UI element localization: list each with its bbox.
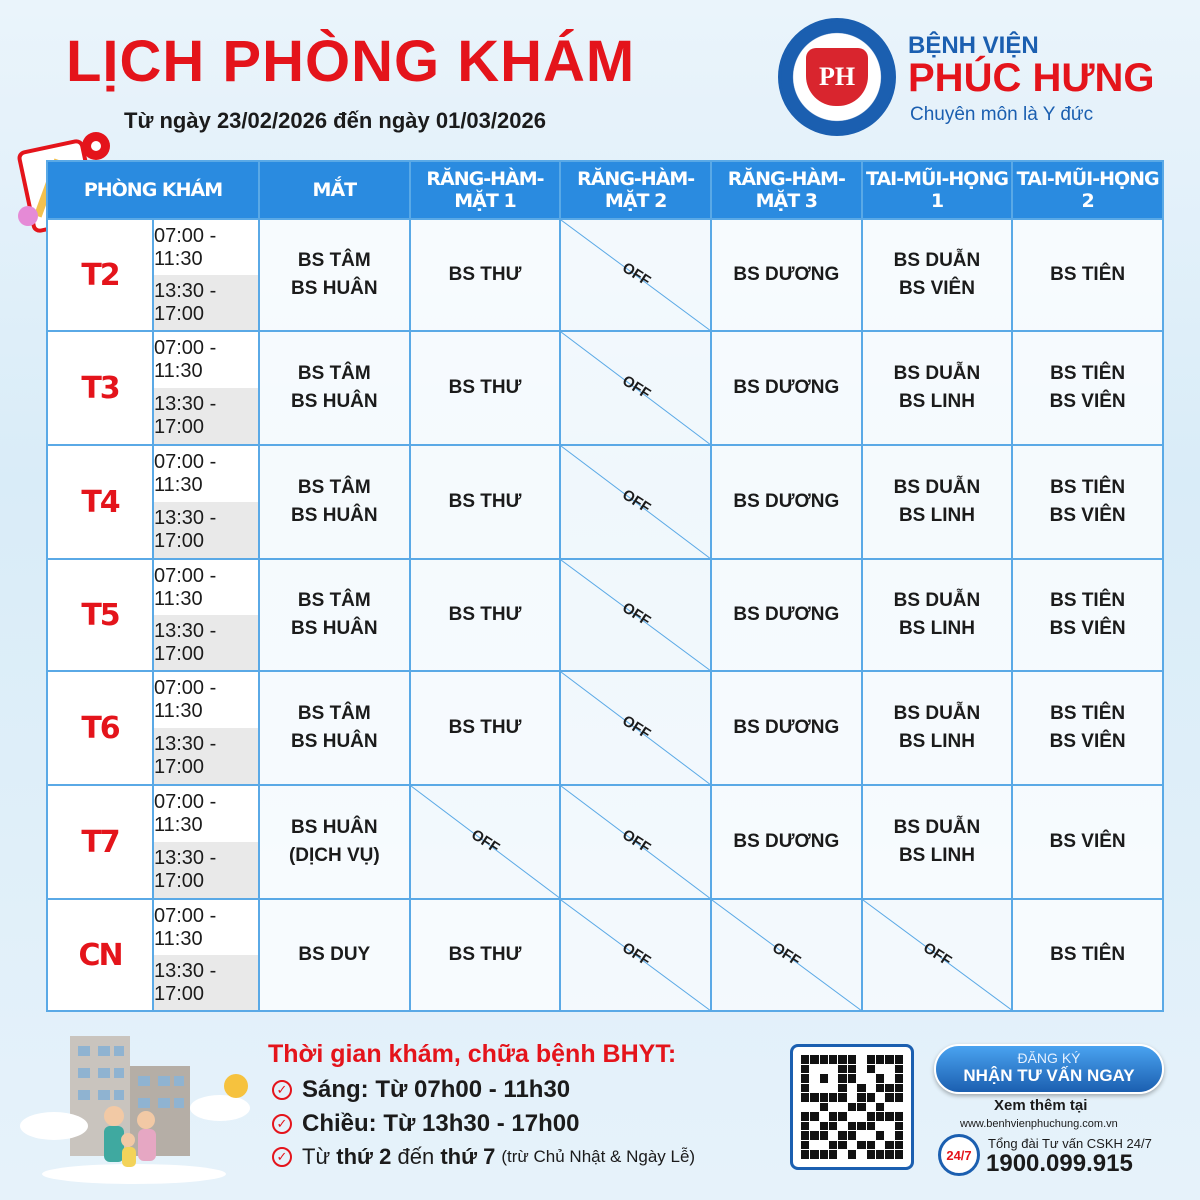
- doctor-name: BS TÂM: [297, 363, 371, 384]
- bhyt-days-mid: đến: [397, 1144, 435, 1169]
- doctor-name: BS THƯ: [448, 264, 522, 285]
- doctor-name: BS DUẪN: [893, 703, 981, 724]
- header-rhm3: RĂNG-HÀM-MẶT 3: [711, 161, 862, 219]
- doctor-name: BS DUẪN: [893, 363, 981, 384]
- doctor-name: BS TÂM: [297, 250, 371, 271]
- bhyt-morning: [272, 1076, 570, 1104]
- off-cell: [560, 445, 711, 559]
- doctor-name: BS LINH: [898, 391, 975, 412]
- time-slots: [153, 671, 259, 785]
- doctor-cell: [259, 219, 410, 331]
- off-cell: [560, 331, 711, 445]
- bhyt-title: Thời gian khám, chữa bệnh BHYT:: [268, 1040, 677, 1068]
- morning-slot: 07:00 - 11:30: [154, 564, 217, 610]
- off-cell: [410, 785, 561, 899]
- doctor-name: BS THƯ: [448, 604, 522, 625]
- doctor-cell: [259, 559, 410, 671]
- doctor-cell: [1012, 785, 1163, 899]
- brand-name: PHÚC HƯNG: [908, 56, 1155, 100]
- doctor-cell: [410, 445, 561, 559]
- doctor-name: BS VIÊN: [898, 278, 975, 299]
- doctor-name: BS DUẪN: [893, 477, 981, 498]
- hotline-number[interactable]: 1900.099.915: [986, 1150, 1133, 1177]
- website-link[interactable]: www.benhvienphuchung.com.vn: [960, 1118, 1118, 1130]
- morning-slot: 07:00 - 11:30: [154, 451, 217, 496]
- doctor-name: BS HUÂN: [291, 505, 378, 526]
- see-more-label: Xem thêm tại: [994, 1097, 1088, 1114]
- doctor-cell: [862, 331, 1013, 445]
- hospital-building-illustration: [14, 1016, 254, 1186]
- header-tmh2: TAI-MŨI-HỌNG 2: [1012, 161, 1163, 219]
- schedule-table: [46, 160, 1164, 1012]
- heart-logo-icon: PH: [806, 48, 868, 106]
- time-slots: [153, 219, 259, 331]
- off-label: OFF: [618, 259, 654, 290]
- doctor-name: BS VIÊN: [1049, 831, 1126, 852]
- table-row: [47, 559, 1163, 671]
- day-label: CN: [47, 899, 153, 1011]
- off-label: OFF: [618, 372, 654, 403]
- doctor-name: BS DƯƠNG: [733, 264, 840, 285]
- time-slots: [153, 445, 259, 559]
- header-tmh1: TAI-MŨI-HỌNG 1: [862, 161, 1013, 219]
- doctor-cell: [410, 559, 561, 671]
- afternoon-slot: 13:30 - 17:00: [154, 842, 258, 898]
- doctor-name: BS DUẪN: [893, 590, 981, 611]
- doctor-name: BS VIÊN: [1049, 391, 1126, 412]
- morning-slot: 07:00 - 11:30: [154, 224, 217, 270]
- table-row: [47, 331, 1163, 445]
- doctor-cell: [711, 219, 862, 331]
- doctor-name: BS LINH: [898, 845, 975, 866]
- doctor-name: BS DƯƠNG: [733, 604, 840, 625]
- register-small-label: ĐĂNG KÝ: [1017, 1050, 1081, 1066]
- doctor-cell: [1012, 899, 1163, 1011]
- doctor-name: BS DUẪN: [893, 817, 981, 838]
- day-label: T5: [47, 559, 153, 671]
- off-cell: [560, 671, 711, 785]
- doctor-cell: [410, 331, 561, 445]
- hospital-logo: [778, 18, 898, 138]
- afternoon-slot: 13:30 - 17:00: [154, 955, 258, 1010]
- bhyt-days: [272, 1144, 695, 1170]
- afternoon-slot: 13:30 - 17:00: [154, 502, 258, 558]
- hotline-label: Tổng đài Tư vấn CSKH 24/7: [988, 1136, 1152, 1151]
- doctor-name: BS DƯƠNG: [733, 717, 840, 738]
- doctor-cell: [862, 445, 1013, 559]
- afternoon-slot: 13:30 - 17:00: [154, 728, 258, 784]
- table-row: [47, 219, 1163, 331]
- off-cell: [560, 219, 711, 331]
- doctor-name: BS THƯ: [448, 377, 522, 398]
- qr-code[interactable]: [790, 1044, 914, 1170]
- doctor-cell: [410, 219, 561, 331]
- afternoon-slot: 13:30 - 17:00: [154, 615, 258, 670]
- bhyt-days-from: thứ 2: [336, 1144, 392, 1169]
- header-room: PHÒNG KHÁM: [47, 161, 259, 219]
- bhyt-days-note: (trừ Chủ Nhật & Ngày Lễ): [501, 1147, 696, 1166]
- morning-slot: 07:00 - 11:30: [154, 337, 217, 382]
- table-row: [47, 671, 1163, 785]
- doctor-name: BS HUÂN: [291, 817, 378, 838]
- hotline-247-icon: 24/7: [938, 1134, 980, 1176]
- doctor-name: BS HUÂN: [291, 731, 378, 752]
- doctor-name: BS VIÊN: [1049, 618, 1126, 639]
- check-circle-icon: ✓: [272, 1080, 292, 1100]
- doctor-name: BS LINH: [898, 618, 975, 639]
- off-cell: [560, 785, 711, 899]
- morning-slot: 07:00 - 11:30: [154, 791, 217, 836]
- day-label: T6: [47, 671, 153, 785]
- off-cell: [560, 559, 711, 671]
- doctor-name: BS HUÂN: [291, 278, 378, 299]
- off-cell: [711, 899, 862, 1011]
- doctor-name: BS THƯ: [448, 944, 522, 965]
- doctor-name: BS TIÊN: [1050, 264, 1126, 285]
- doctor-name: BS DUY: [298, 944, 371, 965]
- doctor-cell: [711, 785, 862, 899]
- doctor-cell: [259, 331, 410, 445]
- register-consult-button[interactable]: [934, 1044, 1164, 1094]
- date-range: Từ ngày 23/02/2026 đến ngày 01/03/2026: [124, 108, 546, 133]
- off-label: OFF: [618, 712, 654, 743]
- doctor-name: BS LINH: [898, 505, 975, 526]
- afternoon-slot: 13:30 - 17:00: [154, 388, 258, 444]
- time-slots: [153, 559, 259, 671]
- doctor-name: BS HUÂN: [291, 391, 378, 412]
- doctor-name: BS DUẪN: [893, 250, 981, 271]
- doctor-name: BS DƯƠNG: [733, 377, 840, 398]
- doctor-name: BS TIÊN: [1050, 703, 1126, 724]
- table-row: [47, 785, 1163, 899]
- off-label: OFF: [618, 486, 654, 517]
- bhyt-days-to: thứ 7: [440, 1144, 496, 1169]
- doctor-cell: [862, 671, 1013, 785]
- doctor-name: (DỊCH VỤ): [288, 845, 380, 866]
- time-slots: [153, 785, 259, 899]
- doctor-name: BS THƯ: [448, 717, 522, 738]
- day-label: T2: [47, 219, 153, 331]
- doctor-cell: [259, 445, 410, 559]
- header-mat: MẮT: [259, 161, 410, 219]
- bhyt-afternoon: [272, 1110, 579, 1138]
- table-row: [47, 445, 1163, 559]
- off-label: OFF: [618, 599, 654, 630]
- doctor-cell: [259, 785, 410, 899]
- doctor-cell: [259, 671, 410, 785]
- page-title: LỊCH PHÒNG KHÁM: [66, 29, 636, 94]
- doctor-name: BS VIÊN: [1049, 505, 1126, 526]
- off-label: OFF: [618, 826, 654, 857]
- doctor-cell: [410, 671, 561, 785]
- doctor-name: BS VIÊN: [1049, 731, 1126, 752]
- doctor-name: BS THƯ: [448, 491, 522, 512]
- doctor-cell: [711, 559, 862, 671]
- doctor-name: BS TIÊN: [1050, 944, 1126, 965]
- doctor-name: BS TÂM: [297, 703, 371, 724]
- bhyt-morning-text: Sáng: Từ 07h00 - 11h30: [302, 1076, 571, 1103]
- morning-slot: 07:00 - 11:30: [154, 677, 217, 722]
- doctor-name: BS DƯƠNG: [733, 831, 840, 852]
- register-big-label: NHẬN TƯ VẤN NGAY: [963, 1066, 1135, 1085]
- doctor-name: BS LINH: [898, 731, 975, 752]
- doctor-cell: [1012, 445, 1163, 559]
- day-label: T4: [47, 445, 153, 559]
- off-cell: [560, 899, 711, 1011]
- brand-slogan: Chuyên môn là Y đức: [910, 104, 1094, 125]
- doctor-cell: [711, 331, 862, 445]
- off-label: OFF: [920, 939, 955, 970]
- doctor-name: BS TIÊN: [1050, 477, 1126, 498]
- bhyt-days-prefix: Từ: [302, 1144, 331, 1169]
- doctor-cell: [862, 785, 1013, 899]
- doctor-name: BS HUÂN: [291, 618, 378, 639]
- header-rhm1: RĂNG-HÀM-MẶT 1: [410, 161, 561, 219]
- afternoon-slot: 13:30 - 17:00: [154, 275, 258, 330]
- doctor-name: BS TÂM: [297, 590, 371, 611]
- doctor-name: BS TIÊN: [1050, 363, 1126, 384]
- off-label: OFF: [769, 939, 804, 970]
- brand-line1: BỆNH VIỆN: [908, 32, 1039, 59]
- doctor-cell: [1012, 219, 1163, 331]
- day-label: T3: [47, 331, 153, 445]
- off-cell: [862, 899, 1013, 1011]
- doctor-cell: [1012, 671, 1163, 785]
- time-slots: [153, 331, 259, 445]
- bhyt-afternoon-text: Chiều: Từ 13h30 - 17h00: [302, 1110, 580, 1137]
- doctor-cell: [410, 899, 561, 1011]
- off-label: OFF: [468, 826, 503, 857]
- time-slots: [153, 899, 259, 1011]
- morning-slot: 07:00 - 11:30: [154, 904, 217, 950]
- check-circle-icon: ✓: [272, 1147, 292, 1167]
- doctor-cell: [711, 445, 862, 559]
- doctor-cell: [862, 559, 1013, 671]
- doctor-cell: [711, 671, 862, 785]
- header-rhm2: RĂNG-HÀM-MẶT 2: [560, 161, 711, 219]
- doctor-name: BS DƯƠNG: [733, 491, 840, 512]
- doctor-cell: [862, 219, 1013, 331]
- table-row: [47, 899, 1163, 1011]
- doctor-name: BS TIÊN: [1050, 590, 1126, 611]
- check-circle-icon: ✓: [272, 1114, 292, 1134]
- doctor-cell: [1012, 559, 1163, 671]
- off-label: OFF: [618, 939, 654, 970]
- doctor-cell: [259, 899, 410, 1011]
- doctor-name: BS TÂM: [297, 477, 371, 498]
- day-label: T7: [47, 785, 153, 899]
- doctor-cell: [1012, 331, 1163, 445]
